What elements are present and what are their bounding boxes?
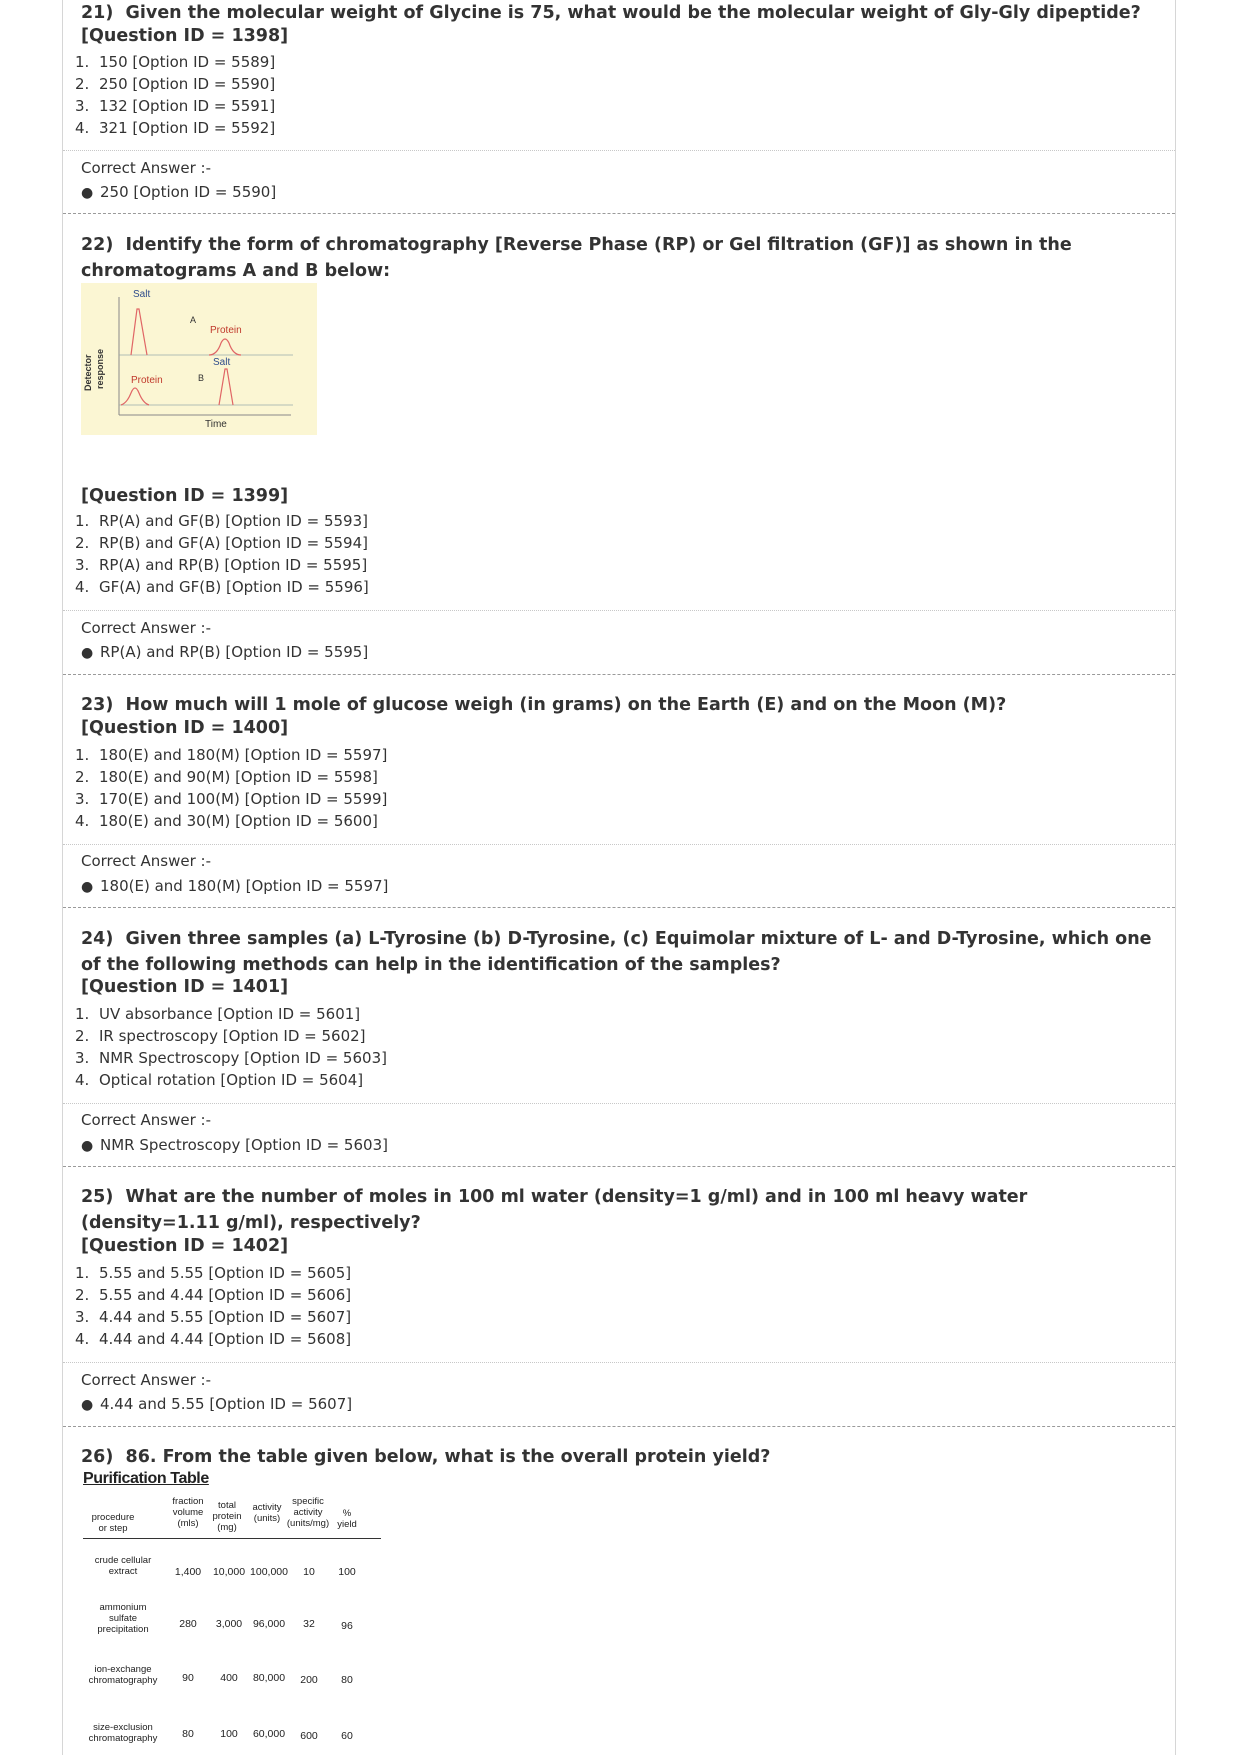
bullet-icon: ● xyxy=(81,1138,94,1154)
correct-answer-label: Correct Answer :- xyxy=(81,1371,211,1389)
question-id: [Question ID = 1402] xyxy=(81,1236,289,1256)
options-list xyxy=(75,1003,387,1091)
question-id: [Question ID = 1401] xyxy=(81,977,289,997)
question-separator xyxy=(63,674,1175,675)
option-1: 1. 180(E) and 180(M) [Option ID = 5597] xyxy=(75,746,388,764)
protein-label-b: Protein xyxy=(131,375,163,386)
option-4: 4. 321 [Option ID = 5592] xyxy=(75,119,276,137)
table-cell: 280 xyxy=(179,1618,197,1630)
salt-label-a: Salt xyxy=(133,289,151,300)
x-label: Time xyxy=(205,419,227,430)
table-cell: 80,000 xyxy=(252,1672,286,1684)
question-separator xyxy=(63,1166,1175,1167)
option-4: 4. 180(E) and 30(M) [Option ID = 5600] xyxy=(75,812,378,830)
option-2: 2. IR spectroscopy [Option ID = 5602] xyxy=(75,1027,366,1045)
correct-answer-label: Correct Answer :- xyxy=(81,1111,211,1129)
options-list xyxy=(75,510,369,598)
correct-answer: ● 250 [Option ID = 5590] xyxy=(81,183,277,201)
question-text: 25) What are the number of moles in 100 ml water (density=1 g/ml) and in 100 ml heavy water (density=1.11 g/ml), respectively? xyxy=(81,1187,1028,1233)
correct-answer-label: Correct Answer :- xyxy=(81,159,211,177)
table-cell: 60,000 xyxy=(252,1728,286,1740)
option-1: 1. RP(A) and GF(B) [Option ID = 5593] xyxy=(75,512,368,530)
divider xyxy=(63,610,1175,611)
bullet-icon: ● xyxy=(81,645,94,661)
option-3: 3. 4.44 and 5.55 [Option ID = 5607] xyxy=(75,1308,352,1326)
table-cell: 200 xyxy=(300,1674,318,1686)
exam-page xyxy=(62,0,1176,1755)
correct-answer: ● RP(A) and RP(B) [Option ID = 5595] xyxy=(81,643,369,661)
label-b: B xyxy=(198,373,205,383)
table-cell: 100 xyxy=(338,1566,356,1578)
bullet-icon: ● xyxy=(81,185,94,201)
options-list xyxy=(75,51,275,139)
salt-label-b: Salt xyxy=(213,357,231,368)
option-2: 2. 5.55 and 4.44 [Option ID = 5606] xyxy=(75,1286,352,1304)
table-cell: 90 xyxy=(182,1672,194,1684)
chromatogram-svg xyxy=(81,283,317,435)
table-cell: 32 xyxy=(303,1618,315,1630)
table-cell: 96,000 xyxy=(252,1618,286,1630)
option-1: 1. 150 [Option ID = 5589] xyxy=(75,53,276,71)
option-3: 3. RP(A) and RP(B) [Option ID = 5595] xyxy=(75,556,368,574)
options-list xyxy=(75,744,387,832)
table-row-3-procedure: ion-exchange chromatography xyxy=(88,1664,158,1686)
table-row-1-procedure: crude cellular extract xyxy=(94,1555,152,1577)
table-cell: 400 xyxy=(220,1672,238,1684)
header-yield: % yield xyxy=(337,1508,357,1530)
table-row-4-procedure: size-exclusion chromatography xyxy=(88,1722,158,1744)
bullet-icon: ● xyxy=(81,879,94,895)
question-text: 23) How much will 1 mole of glucose weigh (in grams) on the Earth (E) and on the Moon (M)? xyxy=(81,695,1007,715)
question-separator xyxy=(63,213,1175,214)
correct-answer: ● NMR Spectroscopy [Option ID = 5603] xyxy=(81,1136,388,1154)
correct-answer: ● 180(E) and 180(M) [Option ID = 5597] xyxy=(81,877,389,895)
divider xyxy=(63,1362,1175,1363)
header-fraction-volume: fraction volume (mls) xyxy=(172,1496,204,1529)
question-text: 21) Given the molecular weight of Glycine is 75, what would be the molecular weight of Gly-Gly dipeptide? xyxy=(81,3,1141,23)
table-cell: 80 xyxy=(182,1728,194,1740)
protein-label-a: Protein xyxy=(210,325,242,336)
y-label-1: Detector xyxy=(83,354,93,391)
table-cell: 10 xyxy=(303,1566,315,1578)
header-total-protein: total protein (mg) xyxy=(212,1500,242,1533)
option-1: 1. 5.55 and 5.55 [Option ID = 5605] xyxy=(75,1264,352,1282)
option-3: 3. 132 [Option ID = 5591] xyxy=(75,97,276,115)
options-list xyxy=(75,1262,351,1350)
correct-answer-label: Correct Answer :- xyxy=(81,619,211,637)
divider xyxy=(63,1103,1175,1104)
question-text: 22) Identify the form of chromatography [Reverse Phase (RP) or Gel filtration (GF)] as shown in the chromatograms A and B below: xyxy=(81,235,1072,281)
question-id: [Question ID = 1399] xyxy=(81,486,289,506)
question-id: [Question ID = 1400] xyxy=(81,718,289,738)
table-title: Purification Table xyxy=(83,1470,209,1487)
correct-answer: ● 4.44 and 5.55 [Option ID = 5607] xyxy=(81,1395,353,1413)
option-2: 2. RP(B) and GF(A) [Option ID = 5594] xyxy=(75,534,368,552)
question-separator xyxy=(63,1426,1175,1427)
option-2: 2. 250 [Option ID = 5590] xyxy=(75,75,276,93)
bullet-icon: ● xyxy=(81,1397,94,1413)
option-3: 3. NMR Spectroscopy [Option ID = 5603] xyxy=(75,1049,387,1067)
chromatogram-figure xyxy=(81,283,317,439)
table-cell: 96 xyxy=(341,1620,353,1632)
table-cell: 100,000 xyxy=(250,1566,288,1578)
table-cell: 10,000 xyxy=(212,1566,246,1578)
purification-table xyxy=(83,1496,443,1755)
option-4: 4. Optical rotation [Option ID = 5604] xyxy=(75,1071,364,1089)
y-label-2: response xyxy=(95,348,105,389)
option-1: 1. UV absorbance [Option ID = 5601] xyxy=(75,1005,361,1023)
table-cell: 600 xyxy=(300,1730,318,1742)
table-cell: 100 xyxy=(220,1728,238,1740)
table-cell: 3,000 xyxy=(215,1618,243,1630)
table-cell: 60 xyxy=(341,1730,353,1742)
option-4: 4. 4.44 and 4.44 [Option ID = 5608] xyxy=(75,1330,352,1348)
figure-background xyxy=(81,283,317,435)
label-a: A xyxy=(190,315,197,325)
question-text: 24) Given three samples (a) L-Tyrosine (b) D-Tyrosine, (c) Equimolar mixture of L- and D-Tyrosine, which one of the following methods can help in the identification of the samples? xyxy=(81,929,1152,975)
header-procedure: procedure or step xyxy=(91,1512,135,1534)
divider xyxy=(63,844,1175,845)
table-cell: 80 xyxy=(341,1674,353,1686)
divider xyxy=(63,150,1175,151)
table-cell: 1,400 xyxy=(174,1566,202,1578)
header-activity: activity (units) xyxy=(252,1502,282,1524)
option-2: 2. 180(E) and 90(M) [Option ID = 5598] xyxy=(75,768,378,786)
correct-answer-label: Correct Answer :- xyxy=(81,852,211,870)
question-text: 26) 86. From the table given below, what is the overall protein yield? xyxy=(81,1447,771,1467)
table-row-2-procedure: ammonium sulfate precipitation xyxy=(97,1602,149,1635)
option-4: 4. GF(A) and GF(B) [Option ID = 5596] xyxy=(75,578,369,596)
option-3: 3. 170(E) and 100(M) [Option ID = 5599] xyxy=(75,790,388,808)
question-separator xyxy=(63,907,1175,908)
header-specific-activity: specific activity (units/mg) xyxy=(286,1496,330,1529)
header-rule xyxy=(83,1538,381,1539)
question-id: [Question ID = 1398] xyxy=(81,26,289,46)
